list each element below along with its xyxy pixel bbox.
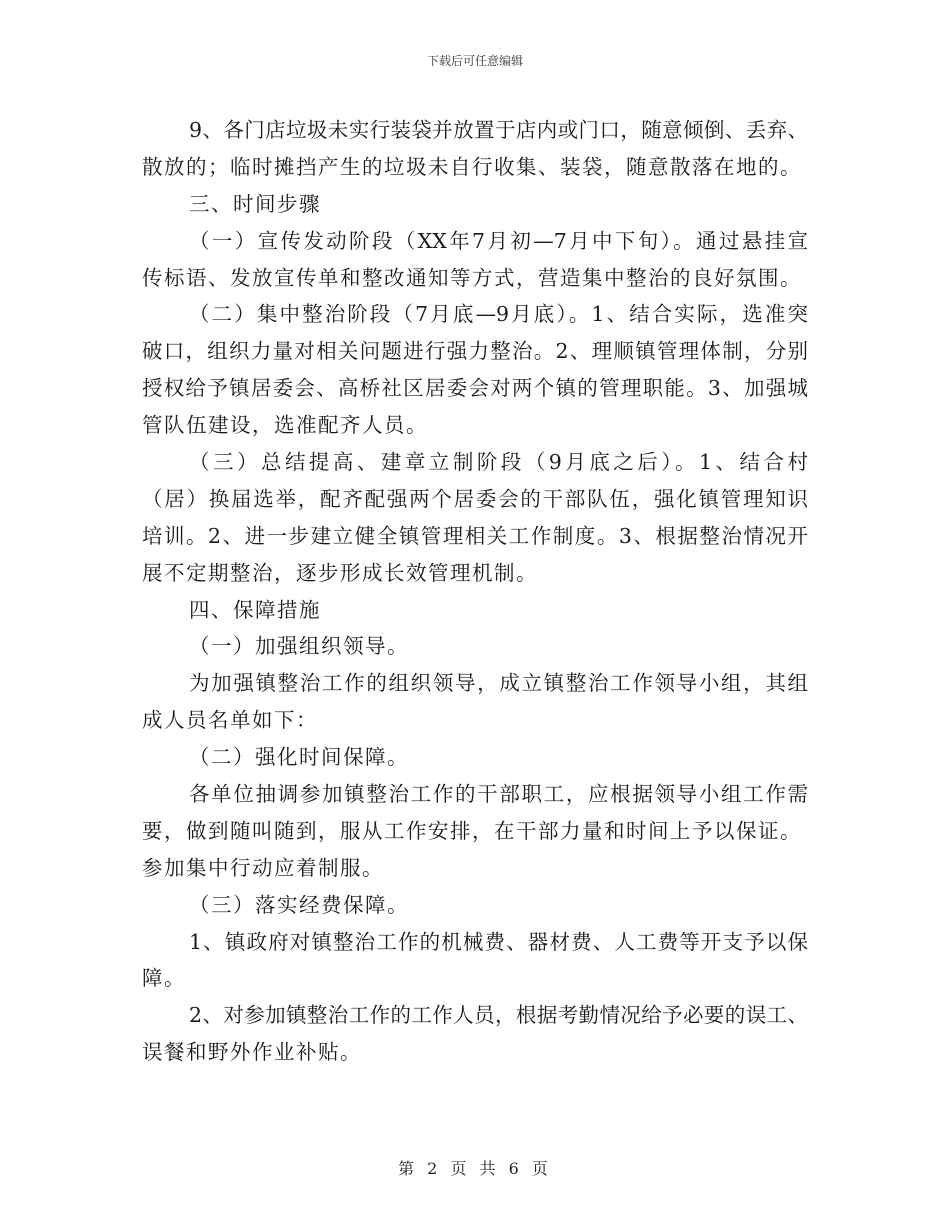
text-line: 三、时间步骤 — [189, 191, 321, 216]
page-number: 第 2 页 共 6 页 — [398, 1159, 552, 1178]
text-line: 管队伍建设，选准配齐人员。 — [142, 413, 428, 438]
text-line: 散放的；临时摊挡产生的垃圾未自行收集、装袋，随意散落在地的。 — [142, 154, 802, 179]
text-line: 9、各门店垃圾未实行装袋并放置于店内或门口，随意倾倒、丢弃、 — [189, 118, 808, 142]
text-line: 要，做到随叫随到，服从工作安排，在干部力量和时间上予以保证。 — [142, 818, 802, 843]
text-line: （居）换届选举，配齐配强两个居委会的干部队伍，强化镇管理知识 — [142, 486, 808, 511]
text-line: 培训。2、进一步建立健全镇管理相关工作制度。3、根据整治情况开 — [142, 523, 808, 548]
text-line: 为加强镇整治工作的组织领导，成立镇整治工作领导小组，其组 — [189, 671, 808, 696]
text-line: 1、镇政府对镇整治工作的机械费、器材费、人工费等开支予以保 — [189, 929, 808, 954]
header-note: 下载后可任意编辑 — [426, 54, 523, 68]
text-line: 四、保障措施 — [189, 597, 321, 622]
text-line: 参加集中行动应着制服。 — [142, 855, 384, 880]
text-line: 2、对参加镇整治工作的工作人员，根据考勤情况给予必要的误工、 — [189, 1003, 808, 1028]
text-line: （二）集中整治阶段（7月底—9月底）。1、结合实际，选准突 — [189, 302, 808, 327]
text-line: 授权给予镇居委会、高桥社区居委会对两个镇的管理职能。3、加强城 — [142, 376, 808, 401]
text-line: 展不定期整治，逐步形成长效管理机制。 — [142, 560, 538, 585]
text-line: 破口，组织力量对相关问题进行强力整治。2、理顺镇管理体制，分别 — [142, 339, 808, 364]
text-line: 误餐和野外作业补贴。 — [142, 1040, 362, 1065]
text-line: （一）加强组织领导。 — [189, 634, 409, 659]
text-line: 传标语、发放宣传单和整改通知等方式，营造集中整治的良好氛围。 — [142, 265, 802, 290]
text-line: 各单位抽调参加镇整治工作的干部职工，应根据领导小组工作需 — [189, 782, 808, 807]
text-line: （三）落实经费保障。 — [189, 892, 409, 917]
document-body — [142, 112, 808, 1071]
text-line: 成人员名单如下： — [142, 708, 318, 733]
text-line: （三）总结提高、建章立制阶段（9月底之后）。1、结合村 — [189, 450, 808, 475]
text-line: 障。 — [142, 966, 186, 991]
text-line: （一）宣传发动阶段（XX年7月初—7月中下旬）。通过悬挂宣 — [189, 228, 808, 253]
text-line: （二）强化时间保障。 — [189, 745, 409, 770]
